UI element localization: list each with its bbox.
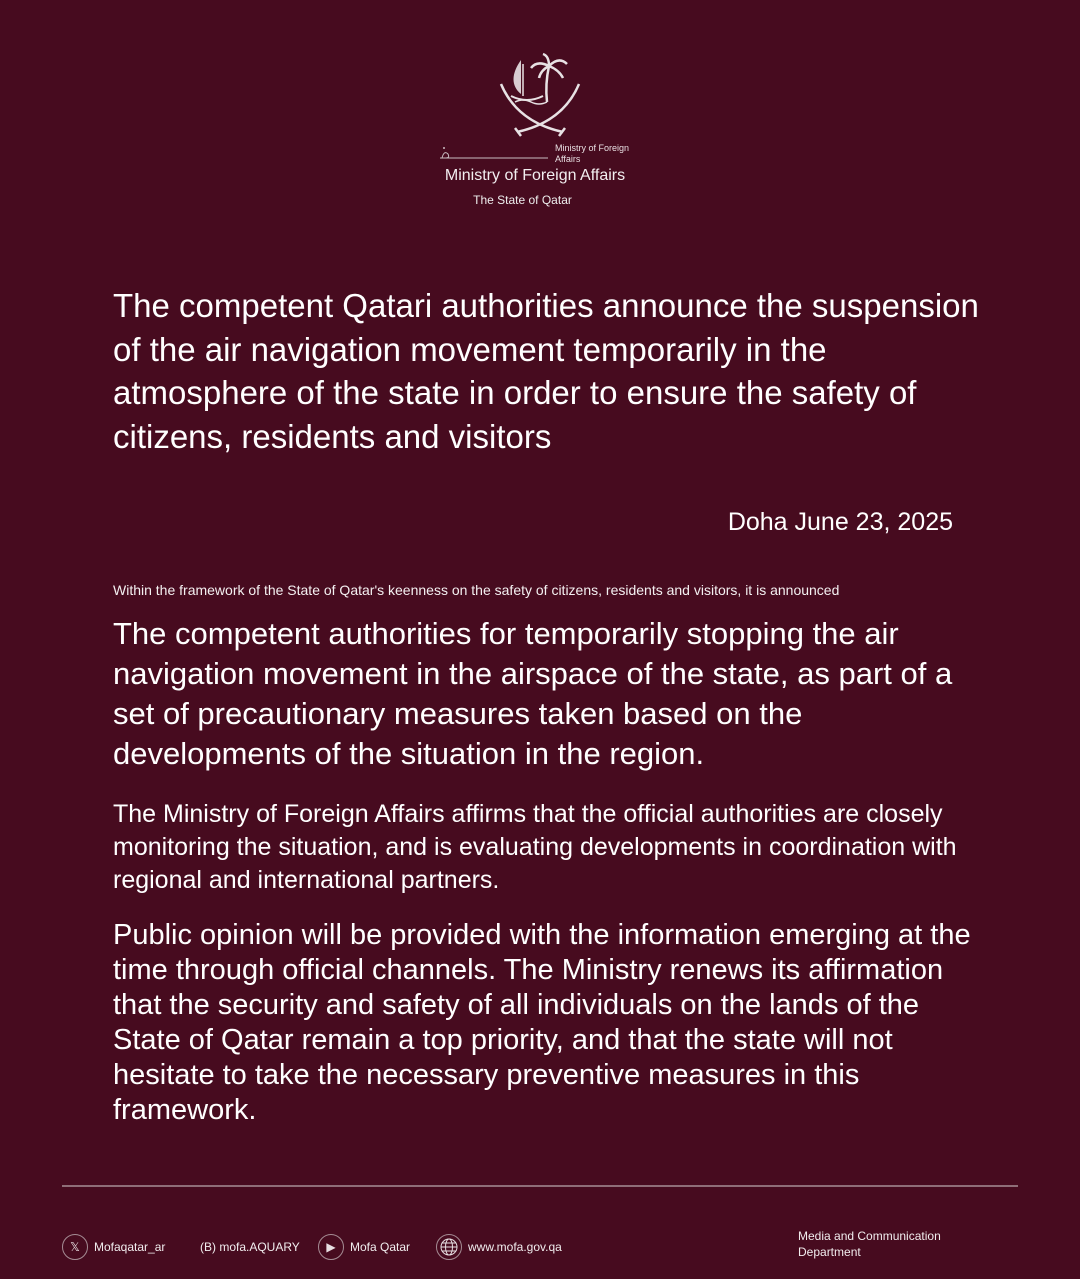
youtube-handle: Mofa Qatar: [350, 1240, 411, 1254]
youtube-icon: ▶: [318, 1234, 344, 1260]
aquary-handle: (B) mofa.AQUARY: [200, 1240, 300, 1254]
intro-text: Within the framework of the State of Qatar's keenness on the safety of citizens, residents and visitors, it is announced: [113, 582, 840, 598]
announcement-text: The competent authorities for temporarily stopping the air navigation movement in the airspace of the state, as part of a set of precautionary measures taken based on the developments of the situation in the region.: [113, 616, 953, 771]
paragraph-public-opinion: Public opinion will be provided with the information emerging at the time through official channels. The Ministry renews its affirmation that the security and safety of all individuals on the lands of the State of Qatar remain a top priority, and that the state will not hesitate to take the necessary preventive measures in this framework.: [113, 919, 971, 1126]
x-handle: Mofaqatar_ar: [94, 1240, 166, 1254]
website-url: www.mofa.gov.qa: [468, 1240, 562, 1254]
ministry-name: Ministry of Foreign Affairs: [444, 167, 626, 184]
website-link[interactable]: [436, 1234, 562, 1260]
department-name: Media and Communication Department: [798, 1229, 941, 1259]
dateline: Doha June 23, 2025: [727, 508, 953, 536]
x-link[interactable]: [62, 1234, 165, 1260]
paragraph-monitoring: The Ministry of Foreign Affairs affirms that the official authorities are closely monitoring the situation, and is evaluating developments in coordination with regional and international partners.: [113, 800, 957, 894]
signature-caption: Ministry of Foreign Affairs: [555, 143, 630, 164]
headline: The competent Qatari authorities announce the suspension of the air navigation movement temporarily in the atmosphere of the state in order to ensure the safety of citizens, residents and visitors: [113, 287, 979, 455]
globe-icon: [436, 1234, 462, 1260]
x-icon: 𝕏: [62, 1234, 88, 1260]
youtube-link[interactable]: [318, 1234, 410, 1260]
signature-line-icon: [438, 146, 550, 160]
state-name: The State of Qatar: [473, 193, 572, 207]
footer-divider: [62, 1185, 1018, 1187]
qatar-emblem-icon: [497, 52, 583, 138]
aquary-link[interactable]: [200, 1234, 300, 1260]
